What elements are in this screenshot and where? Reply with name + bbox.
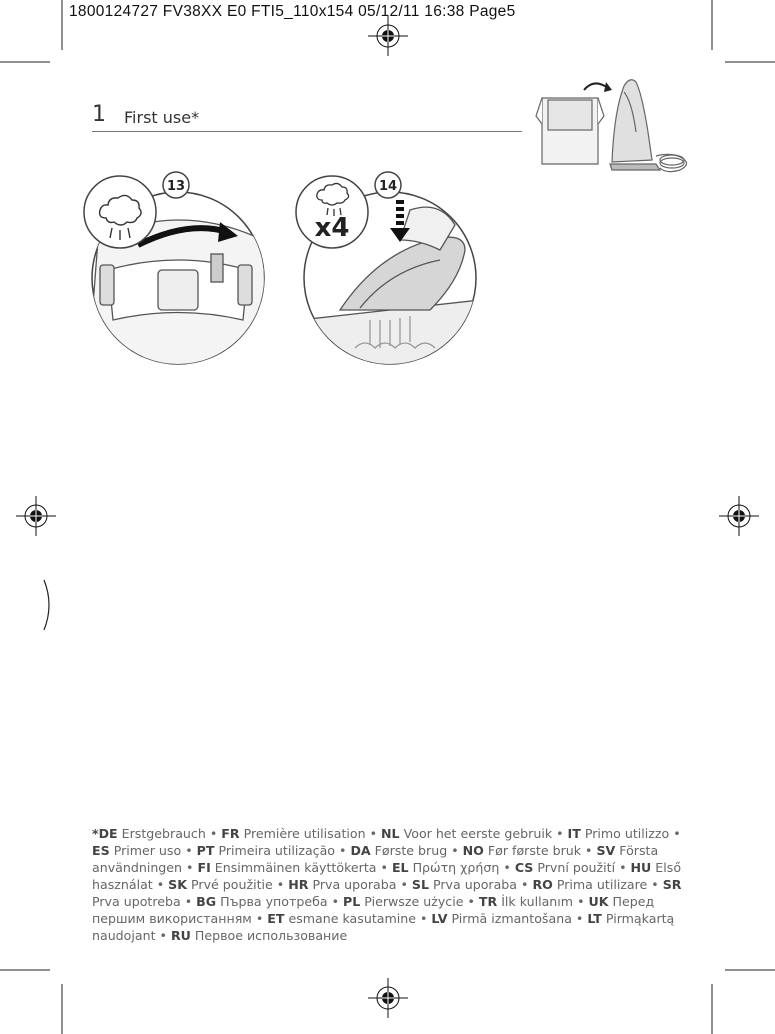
footnote-entry: LV Pirmā izmantošana [431,911,572,926]
footnote-entry: EL Πρώτη χρήση [391,860,500,875]
section-divider [92,131,522,132]
footnote-entry: ES Primer uso [92,843,182,858]
footnote-translations: *DE Erstgebrauch • FR Première utilisation • NL Voor het eerste gebruik • IT Primo utilizzo • ES Primer uso • PT Primeira utilização • DA Første brug • NO Før første bruk • SV Första användningen • FI Ensimmäinen käyttökerta • EL Πρώτη χρήση • CS První použití • HU Első használat • SK Prvé použitie • HR Prva uporaba • SL Prva uporaba • RO Prima utilizare • SR Prva upotreba • BG Първа употреба • PL Pierwsze użycie • TR İlk kullanım • UK Перед першим використанням • ET esmane kasutamine • LV Pirmā izmantošana • LT Pirmąkartą naudojant • RU Первое использование [92,826,682,943]
footnote-entry: FR Première utilisation [221,826,366,841]
footnote-entry: *DE Erstgebrauch [92,826,206,841]
footnote-entry: PL Pierwsze użycie [343,894,464,909]
footnote-entry: FI Ensimmäinen käyttökerta [197,860,377,875]
section-number: 1 [92,102,106,127]
footnote-entry: CS První použití [514,860,616,875]
footnote-entry: BG Първа употреба [196,894,328,909]
footnote-entry: RU Первое использование [170,928,348,943]
footnote-entry: IT Primo utilizzo [567,826,670,841]
footnote-entry: LT Pirmąkartą naudojant [92,911,675,943]
footnote-entry: SV Första användningen [92,843,659,875]
step-14-illustration [290,170,490,370]
registration-mark-left [16,496,56,536]
footnote-entry: SL Prva uporaba [411,877,518,892]
step-14-badge: 14 [378,179,398,194]
step-13-badge: 13 [166,179,186,194]
step-14-multiplier: x4 [314,213,350,243]
footnote-entry: SR Prva upotreba [92,877,682,909]
step-13-illustration [78,170,278,370]
print-header: 1800124727 FV38XX E0 FTI5_110x154 05/12/11 16:38 Page5 [69,3,516,20]
footnote-entry: ET esmane kasutamine [267,911,416,926]
footnote-entry: DA Første brug [350,843,448,858]
unboxing-iron-illustration [532,72,702,182]
registration-mark-bottom [368,978,408,1018]
footnote-entry: NL Voor het eerste gebruik [381,826,553,841]
section-title: First use* [124,108,200,127]
registration-mark-top [368,16,408,56]
footnote-entry: RO Prima utilizare [532,877,648,892]
footnote-entry: NO Før første bruk [462,843,582,858]
footnote-entry: HR Prva uporaba [288,877,397,892]
registration-mark-right [719,496,759,536]
footnote-entry: SK Prvé použitie [168,877,273,892]
footnote-entry: TR İlk kullanım [478,894,574,909]
footnote-entry: HU Első használat [92,860,682,892]
footnote-entry: UK Перед першим використанням [92,894,655,926]
footnote-entry: PT Primeira utilização [196,843,336,858]
